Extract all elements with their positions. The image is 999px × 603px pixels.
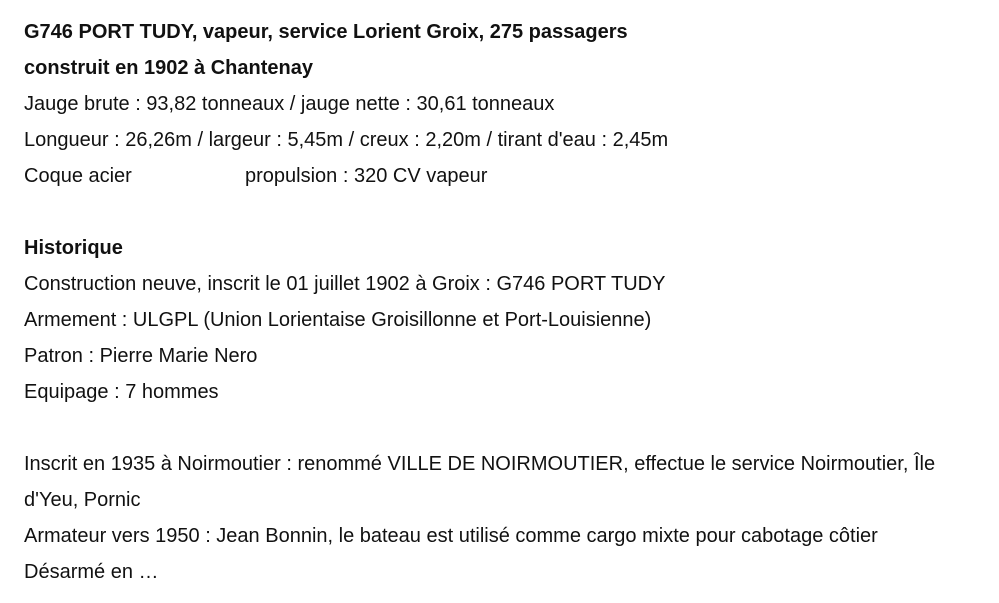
historique-line: Construction neuve, inscrit le 01 juillet 1902 à Groix : G746 PORT TUDY (24, 273, 666, 295)
title-line-1: G746 PORT TUDY, vapeur, service Lorient Groix, 275 passagers (24, 21, 628, 43)
spec-coque: Coque acier (24, 165, 132, 187)
spacer (24, 194, 984, 230)
desarme-line: Désarmé en … (24, 561, 159, 583)
spec-coque-propulsion (24, 158, 984, 194)
historique-heading: Historique (24, 237, 123, 259)
noirmoutier-line-2: d'Yeu, Pornic (24, 489, 141, 511)
spacer (24, 410, 984, 446)
historique-line: Equipage : 7 hommes (24, 381, 219, 403)
spec-dimensions: Longueur : 26,26m / largeur : 5,45m / creux : 2,20m / tirant d'eau : 2,45m (24, 129, 669, 151)
document-body (24, 14, 984, 590)
armateur-line: Armateur vers 1950 : Jean Bonnin, le bateau est utilisé comme cargo mixte pour cabotage côtier (24, 525, 878, 547)
noirmoutier-line-1: Inscrit en 1935 à Noirmoutier : renommé VILLE DE NOIRMOUTIER, effectue le service Noirmoutier, Île (24, 453, 936, 475)
historique-line: Patron : Pierre Marie Nero (24, 345, 258, 367)
spec-propulsion: propulsion : 320 CV vapeur (245, 165, 488, 187)
title-line-2: construit en 1902 à Chantenay (24, 57, 313, 79)
spec-coque-cell (24, 158, 245, 194)
spec-jauge: Jauge brute : 93,82 tonneaux / jauge nette : 30,61 tonneaux (24, 93, 555, 115)
historique-line: Armement : ULGPL (Union Lorientaise Groisillonne et Port-Louisienne) (24, 309, 652, 331)
